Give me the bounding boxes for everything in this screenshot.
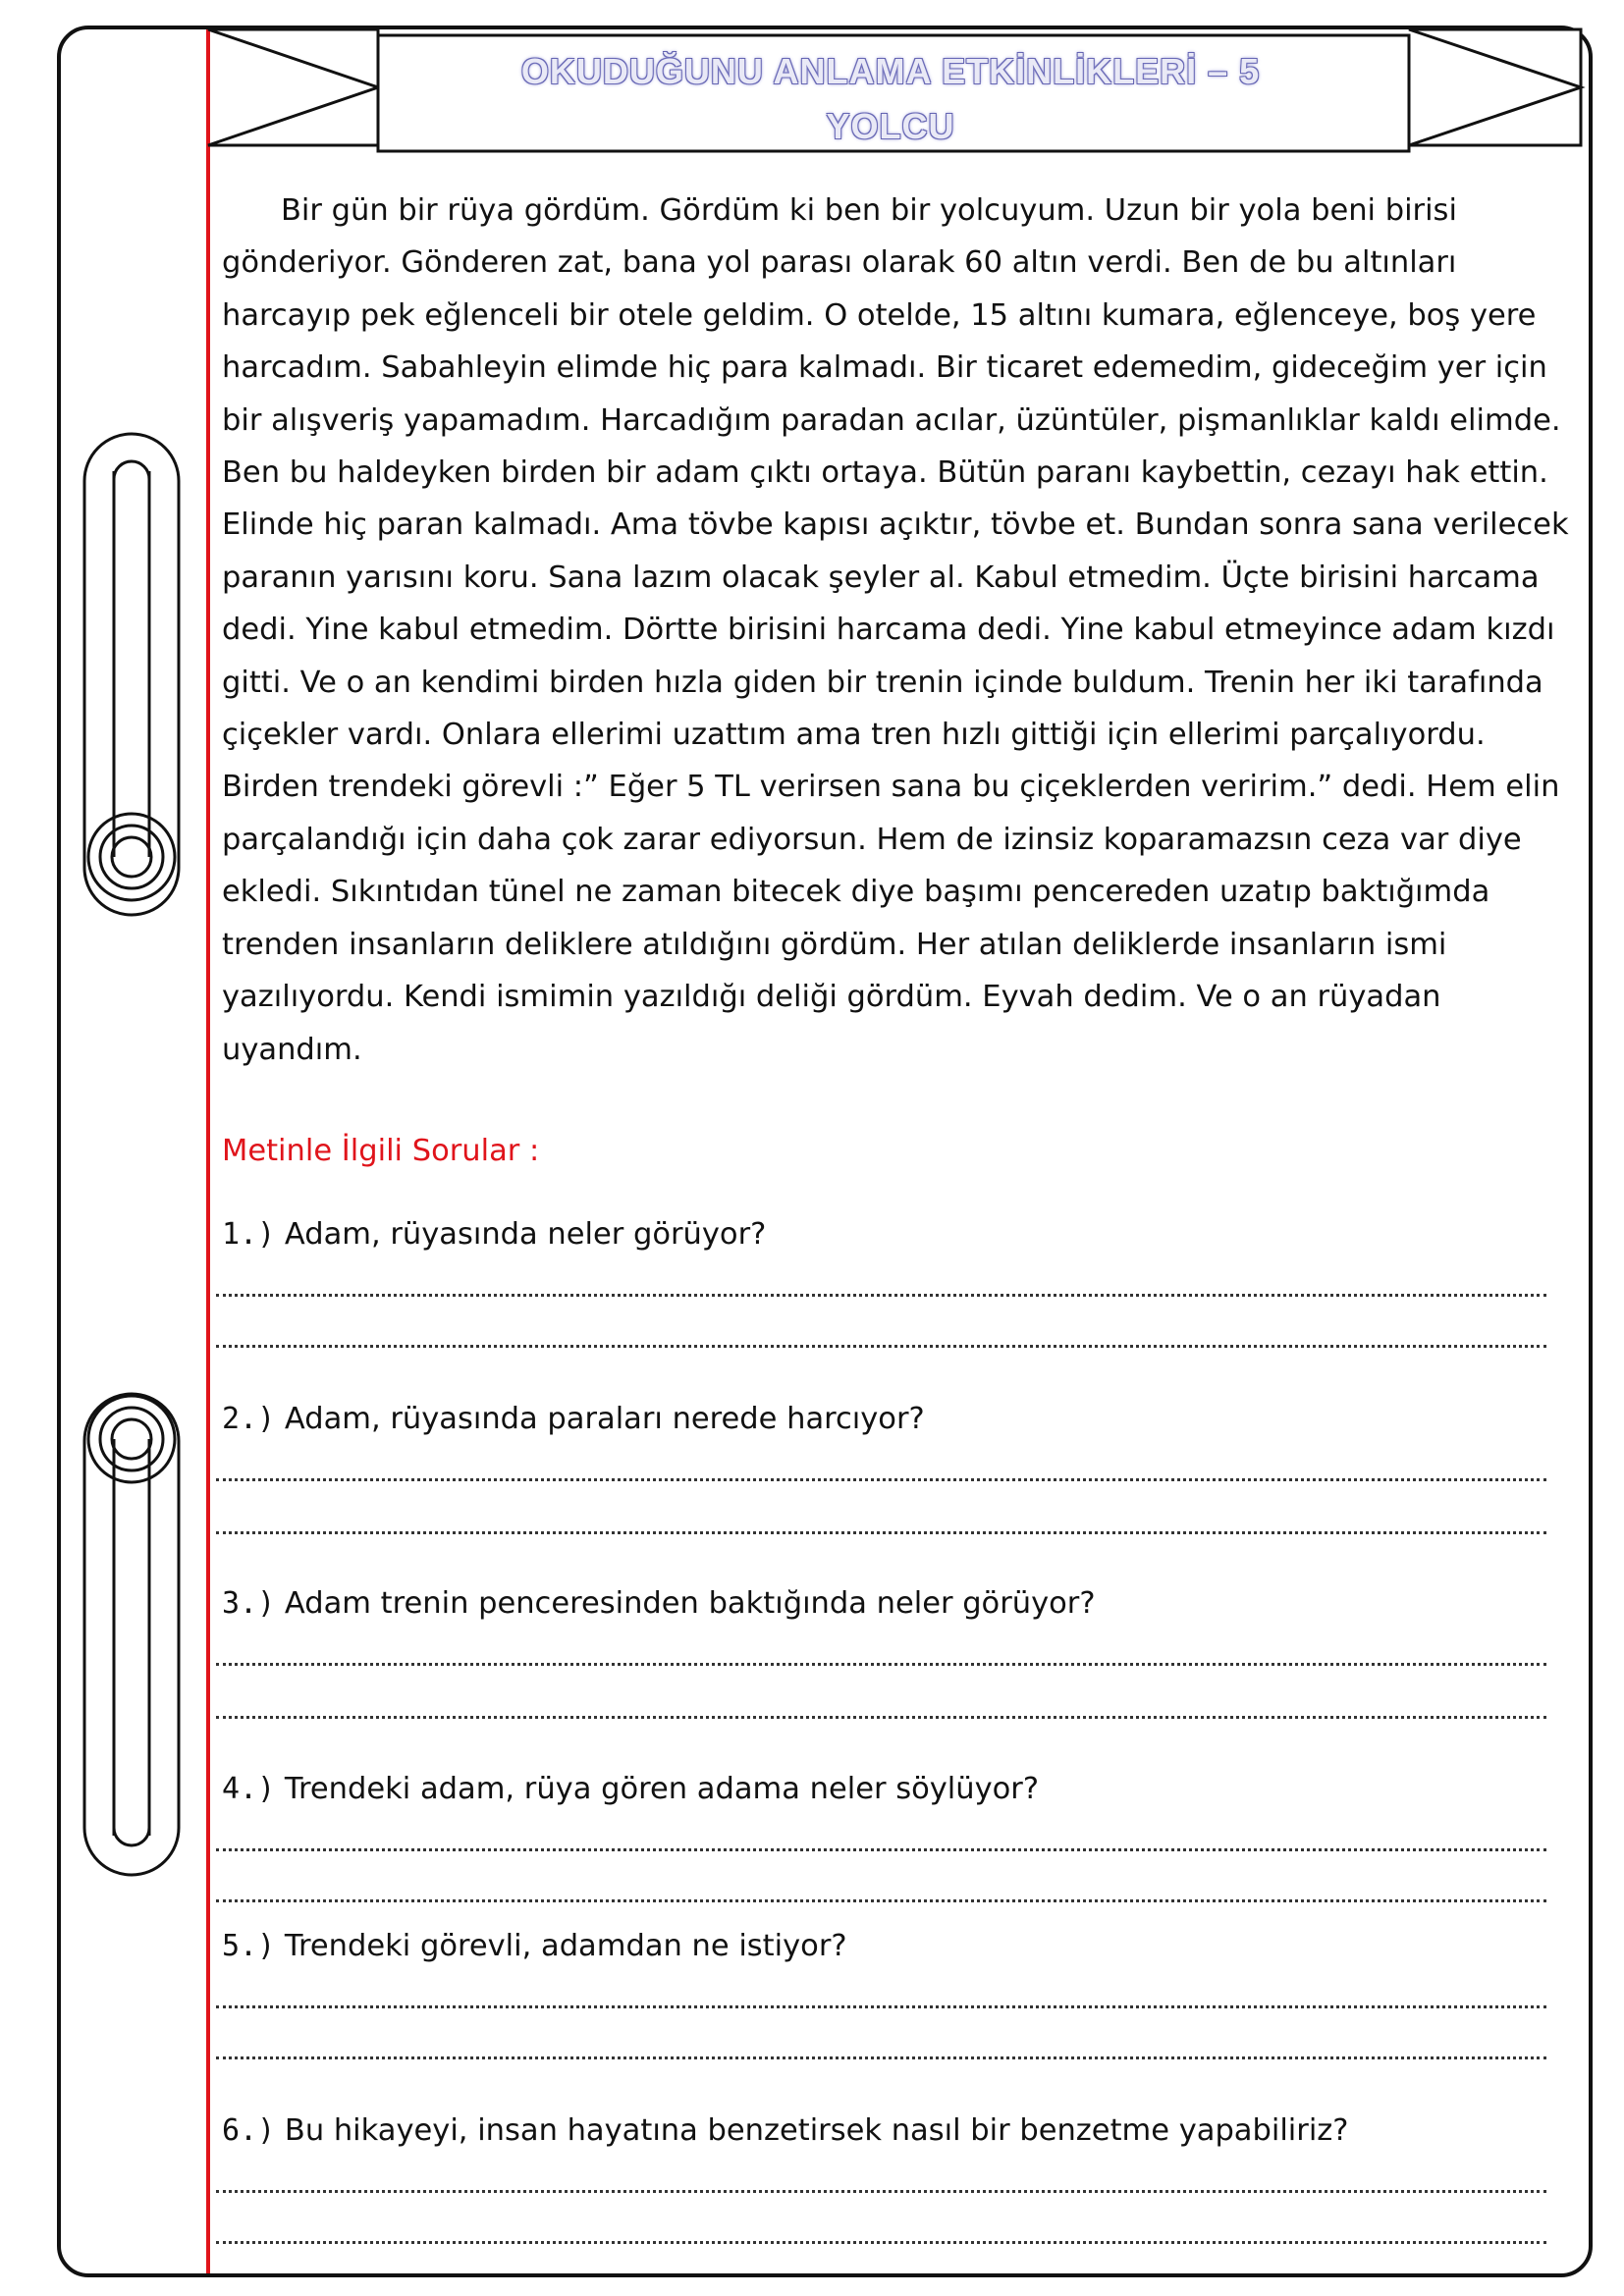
question-number: 6.) xyxy=(222,2113,276,2148)
binder-ring-bottom xyxy=(84,1394,179,1875)
question-text: Adam trenin penceresinden baktığında neler görüyor? xyxy=(284,1586,1096,1621)
question-number: 5.) xyxy=(222,1929,276,1963)
answer-line[interactable] xyxy=(216,1716,1546,1719)
question-3 xyxy=(222,1586,1096,1621)
question-text: Bu hikayeyi, insan hayatına benzetirsek nasıl bir benzetme yapabiliriz? xyxy=(284,2113,1349,2148)
question-6 xyxy=(222,2113,1349,2148)
story-title: YOLCU xyxy=(826,106,955,146)
banner-left-tail xyxy=(208,29,378,145)
banner-right-tail xyxy=(1409,29,1581,145)
question-1 xyxy=(222,1217,766,1252)
answer-line[interactable] xyxy=(216,1531,1546,1534)
question-text: Trendeki görevli, adamdan ne istiyor? xyxy=(284,1929,847,1963)
question-2 xyxy=(222,1402,925,1436)
question-text: Trendeki adam, rüya gören adama neler söylüyor? xyxy=(284,1772,1040,1806)
answer-line[interactable] xyxy=(216,2056,1546,2059)
story-passage: Bir gün bir rüya gördüm. Gördüm ki ben bir yolcuyum. Uzun bir yola beni birisi gönderiyor. Gönderen zat, bana yol parası olarak 60 altın verdi. Ben de bu altınları harcayıp pek eğlenceli bir otele geldim. O otelde, 15 altını kumara, eğlenceye, boş yere harcadım. Sabahleyin elimde hiç para kalmadı. Bir ticaret edemedim, gideceğim yer için bir alışveriş yapamadım. Harcadığım paradan acılar, üzüntüler, pişmanlıklar kaldı elimde. Ben bu haldeyken birden bir adam çıktı ortaya. Bütün paranı kaybettin, cezayı hak ettin. Elinde hiç paran kalmadı. Ama tövbe kapısı açıktır, tövbe et. Bundan sonra sana verilecek paranın yarısını koru. Sana lazım olacak şeyler al. Kabul etmedim. Üçte birisini harcama dedi. Yine kabul etmedim. Dörtte birisini harcama dedi. Yine kabul etmeyince adam kızdı gitti. Ve o an kendimi birden hızla giden bir trenin içinde buldum. Trenin her iki tarafında çiçekler vardı. Onlara ellerimi uzattım ama tren hızlı gittiği için ellerimi parçalıyordu. Birden trendeki görevli :” Eğer 5 TL verirsen sana bu çiçeklerden veririm.” dedi. Hem elin parçalandığı için daha çok zarar ediyorsun. Hem de izinsiz koparamazsın ceza var diye ekledi. Sıkıntıdan tünel ne zaman bitecek diye başımı pencereden uzatıp baktığımda trenden insanların deliklere atıldığını gördüm. Her atılan deliklerde insanların ismi yazılıyordu. Kendi ismimin yazıldığı deliği gördüm. Eyvah dedim. Ve o an rüyadan uyandım. xyxy=(222,193,1569,1067)
answer-line[interactable] xyxy=(216,1294,1546,1297)
answer-line[interactable] xyxy=(216,1663,1546,1666)
answer-line[interactable] xyxy=(216,2241,1546,2244)
answer-line[interactable] xyxy=(216,1848,1546,1851)
answer-line[interactable] xyxy=(216,1899,1546,1902)
question-number: 2.) xyxy=(222,1402,276,1436)
question-4 xyxy=(222,1772,1039,1806)
question-text: Adam, rüyasında neler görüyor? xyxy=(284,1217,767,1252)
question-number: 3.) xyxy=(222,1586,276,1621)
answer-line[interactable] xyxy=(216,2005,1546,2008)
answer-line[interactable] xyxy=(216,1345,1546,1348)
answer-line[interactable] xyxy=(216,1478,1546,1481)
worksheet-title: OKUDUĞUNU ANLAMA ETKİNLİKLERİ – 5 xyxy=(520,51,1261,91)
answer-line[interactable] xyxy=(216,2190,1546,2193)
question-number: 4.) xyxy=(222,1772,276,1806)
question-number: 1.) xyxy=(222,1217,276,1252)
question-text: Adam, rüyasında paraları nerede harcıyor? xyxy=(284,1402,925,1436)
question-5 xyxy=(222,1929,847,1963)
binder-ring-top xyxy=(84,434,179,915)
questions-heading: Metinle İlgili Sorular : xyxy=(222,1134,540,1168)
